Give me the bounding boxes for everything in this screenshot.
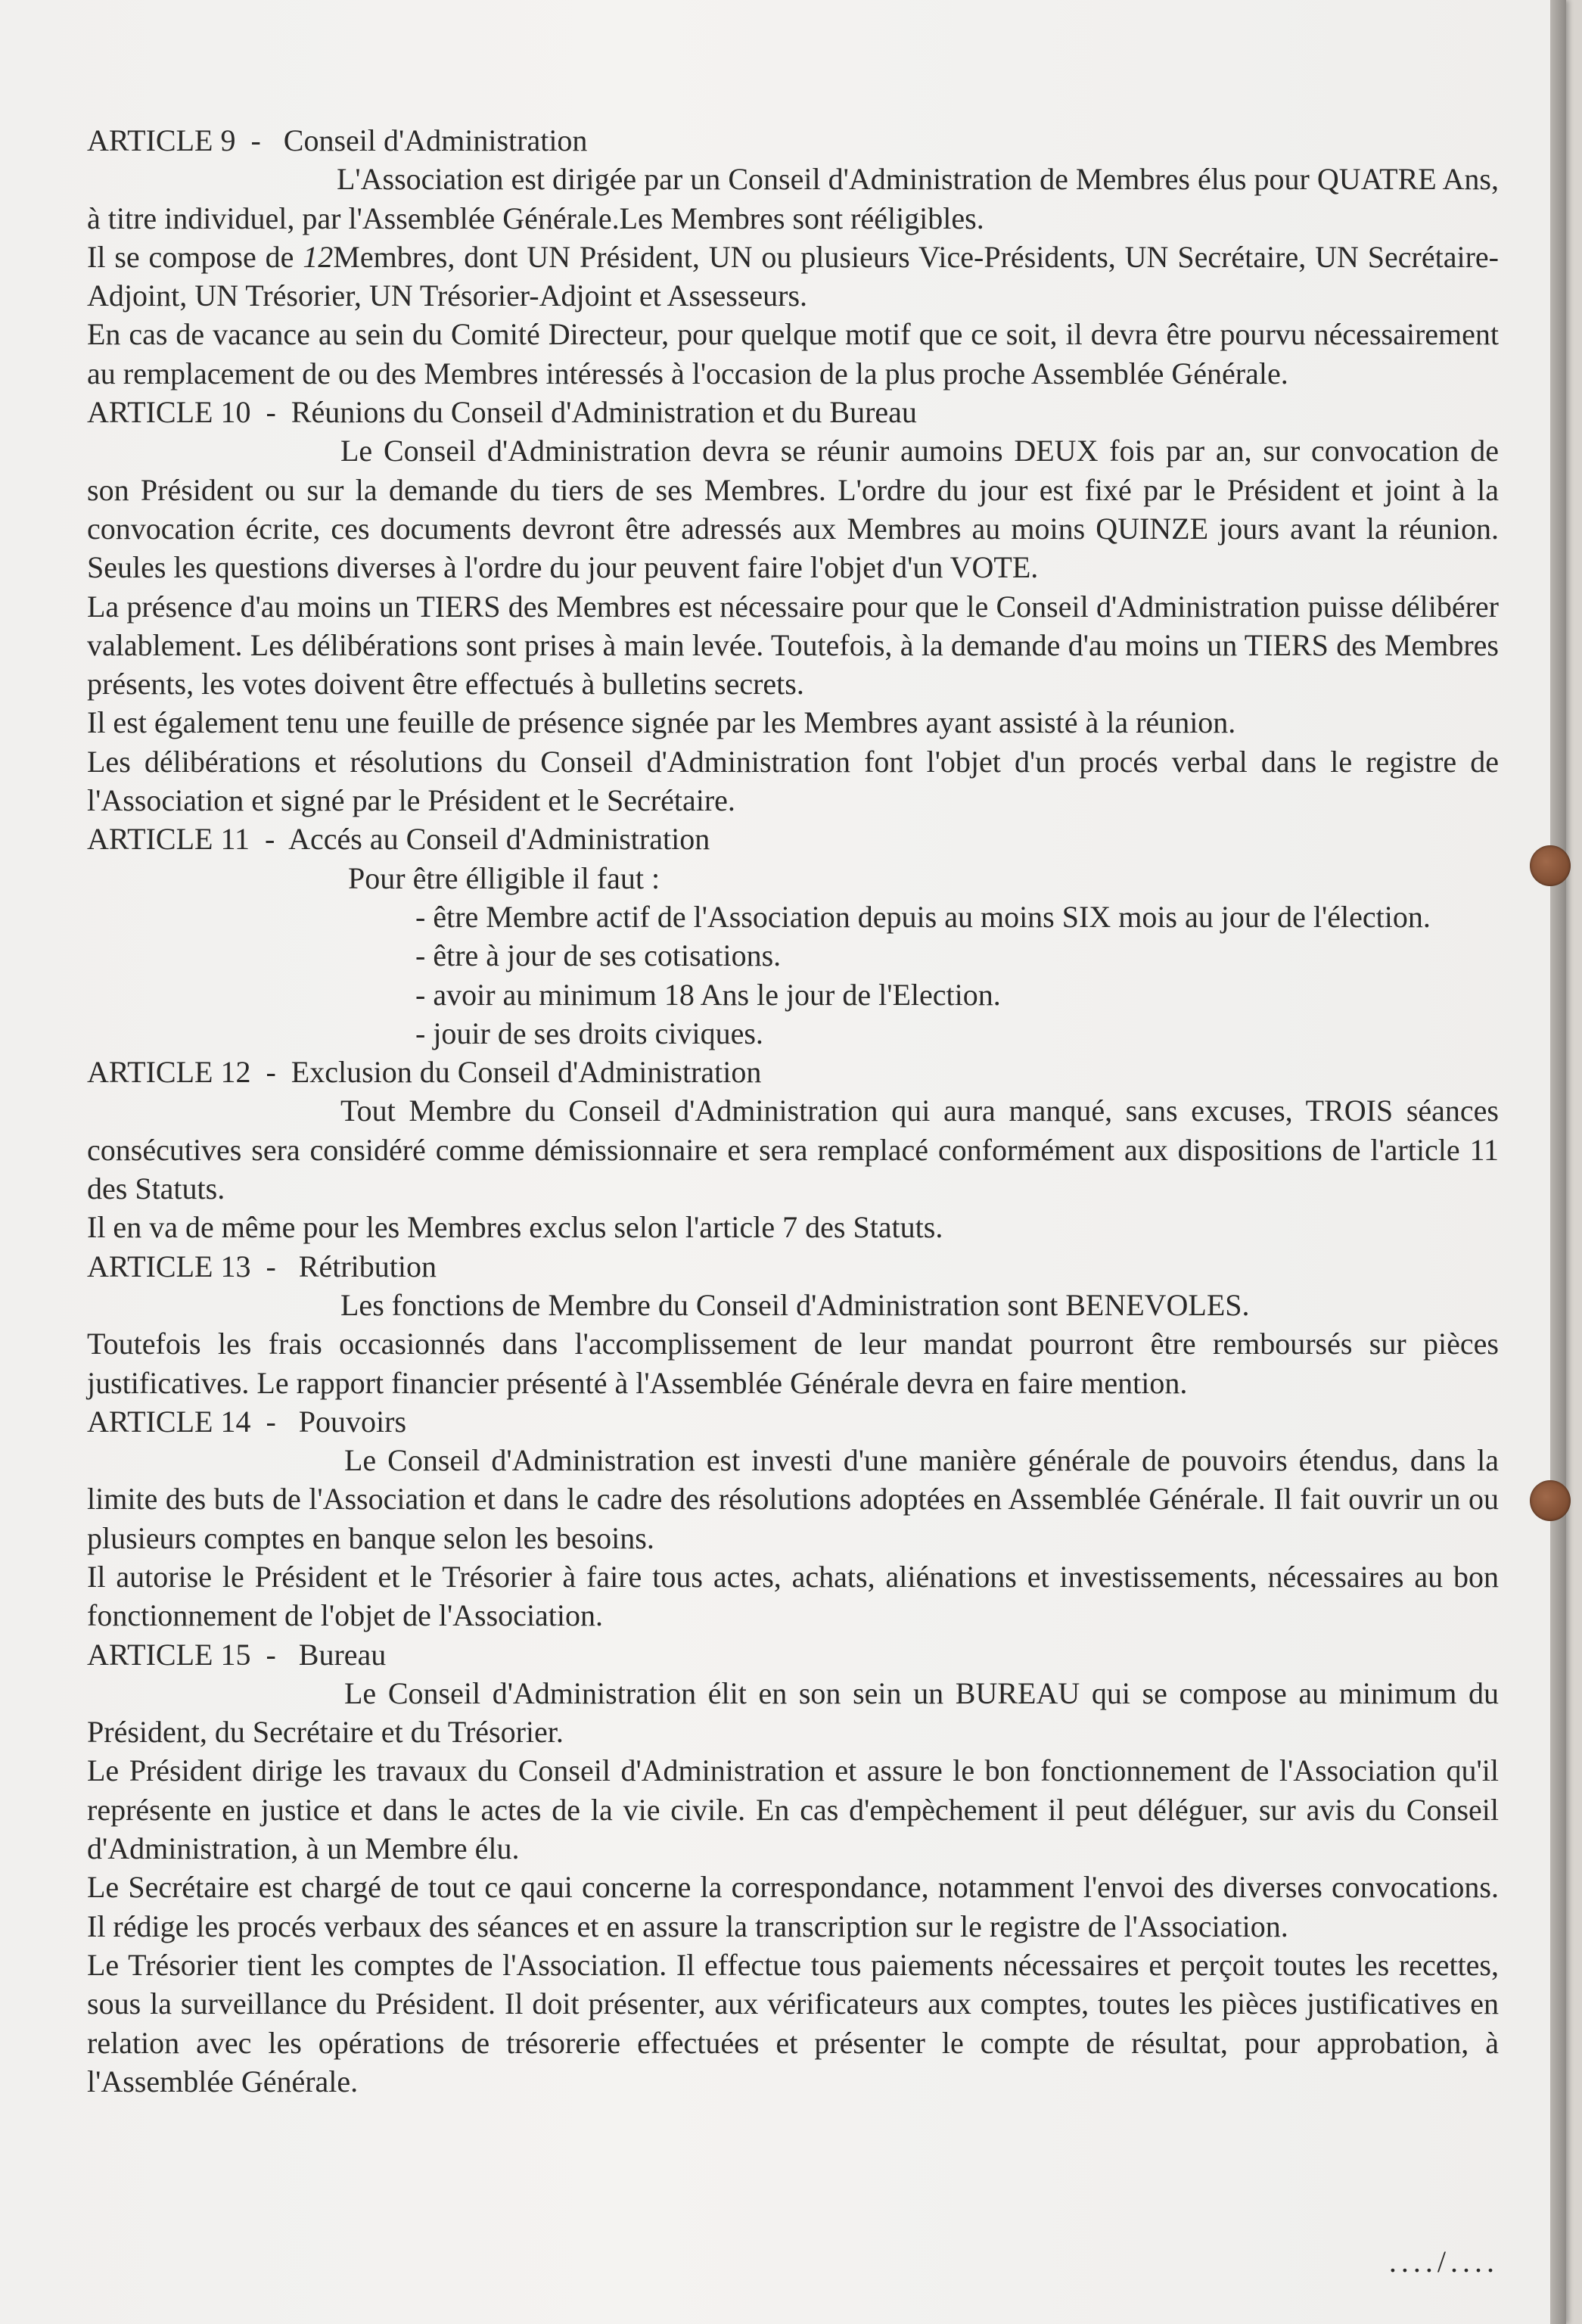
article-10-paragraph-3: Il est également tenu une feuille de présence signée par les Membres ayant assisté à la réunion. [87,705,1236,740]
article-11-intro: Pour être élligible il faut : [348,860,660,895]
list-item: - avoir au minimum 18 Ans le jour de l'Election. [415,977,1001,1012]
punch-hole-top [1530,845,1571,886]
article-10-heading: ARTICLE 10 - Réunions du Conseil d'Administration et du Bureau [87,395,917,430]
article-10-paragraph-4: Les délibérations et résolutions du Conseil d'Administration font l'objet d'un procés verbal dans le registre de l'Association et signé par le Président et le Secrétaire. [87,744,1499,818]
article-15-paragraph-3: Le Secrétaire est chargé de tout ce qaui concerne la correspondance, notamment l'envoi des diverses convocations. Il rédige les procés verbaux des séances et en assure la transcription sur le registre de l'Association. [87,1870,1499,1943]
article-12-paragraph-2: Il en va de même pour les Membres exclus selon l'article 7 des Statuts. [87,1210,943,1245]
article-11-heading: ARTICLE 11 - Accés au Conseil d'Administration [87,822,710,857]
article-14-paragraph-1: Le Conseil d'Administration est investi d'une manière générale de pouvoirs étendus, dans la limite des buts de l'Association et dans le cadre des résolutions adoptées en Assemblée Générale. Il fait ouvrir un ou plusieurs comptes en banque selon les besoins. [87,1443,1499,1555]
list-item: - jouir de ses droits civiques. [415,1016,763,1050]
article-14-paragraph-2: Il autorise le Président et le Trésorier à faire tous actes, achats, aliénations et investissements, nécessaires au bon fonctionnement de l'objet de l'Association. [87,1559,1499,1633]
list-item: - être Membre actif de l'Association depuis au moins SIX mois au jour de l'élection. [415,899,1431,934]
article-9-paragraph-1: L'Association est dirigée par un Conseil d'Administration de Membres élus pour QUATRE Ans, à titre individuel, par l'Assemblée Générale.Les Membres sont rééligibles. [87,162,1499,235]
article-10-paragraph-1: Le Conseil d'Administration devra se réunir aumoins DEUX fois par an, sur convocation de son Président ou sur la demande du tiers de ses Membres. L'ordre du jour est fixé par le Président et joint à la convocation écrite, ces documents devront être adressés aux Membres au moins QUINZE jours avant la réunion. Seules les questions diverses à l'ordre du jour peuvent faire l'objet d'un VOTE. [87,434,1499,585]
article-15-paragraph-4: Le Trésorier tient les comptes de l'Association. Il effectue tous paiements nécessaires et perçoit toutes les recettes, sous la surveillance du Président. Il doit présenter, aux vérificateurs aux comptes, toutes les pièces justificatives en relation avec les opérations de trésorerie effectuées et présenter le compte de résultat, pour approbation, à l'Assemblée Générale. [87,1947,1499,2098]
document-body [87,121,1499,2101]
article-15-paragraph-1: Le Conseil d'Administration élit en son sein un BUREAU qui se compose au minimum du Président, du Secrétaire et du Trésorier. [87,1675,1499,1750]
punch-hole-bottom [1530,1480,1571,1521]
article-12-heading: ARTICLE 12 - Exclusion du Conseil d'Administration [87,1055,762,1090]
article-15-paragraph-2: Le Président dirige les travaux du Conseil d'Administration et assure le bon fonctionnement de l'Association qu'il représente en justice et dans le actes de la vie civile. En cas d'empèchement il peut déléguer, sur avis du Conseil d'Administration, à un Membre élu. [87,1753,1499,1866]
article-9-paragraph-2: Il se compose de 12Membres, dont UN Président, UN ou plusieurs Vice-Présidents, UN Secrétaire, UN Secrétaire-Adjoint, UN Trésorier, UN Trésorier-Adjoint et Assesseurs. [87,239,1499,313]
article-13-paragraph-2: Toutefois les frais occasionnés dans l'accomplissement de leur mandat pourront être remboursés sur pièces justificatives. Le rapport financier présenté à l'Assemblée Générale devra en faire mention. [87,1327,1499,1400]
page-edge [1550,0,1566,2324]
article-12-paragraph-1: Tout Membre du Conseil d'Administration qui aura manqué, sans excuses, TROIS séances consécutives sera considéré comme démissionnaire et sera remplacé conformément aux dispositions de l'article 11 des Statuts. [87,1094,1499,1206]
article-9-heading: ARTICLE 9 - Conseil d'Administration [87,123,588,157]
article-13-paragraph-1: Les fonctions de Membre du Conseil d'Administration sont BENEVOLES. [340,1287,1250,1322]
article-13-heading: ARTICLE 13 - Rétribution [87,1249,437,1283]
article-14-heading: ARTICLE 14 - Pouvoirs [87,1404,407,1439]
continuation-marker: ..../.... [1388,2245,1499,2279]
article-10-paragraph-2: La présence d'au moins un TIERS des Membres est nécessaire pour que le Conseil d'Administration puisse délibérer valablement. Les délibérations sont prises à main levée. Toutefois, à la demande d'au moins un TIERS des Membres présents, les votes doivent être effectués à bulletins secrets. [87,589,1499,702]
list-item: - être à jour de ses cotisations. [415,938,782,973]
article-15-heading: ARTICLE 15 - Bureau [87,1637,387,1672]
handwritten-member-count: 12 [303,239,334,274]
article-9-paragraph-3: En cas de vacance au sein du Comité Directeur, pour quelque motif que ce soit, il devra être pourvu nécessairement au remplacement de ou des Membres intéressés à l'occasion de la plus proche Assemblée Générale. [87,317,1499,390]
